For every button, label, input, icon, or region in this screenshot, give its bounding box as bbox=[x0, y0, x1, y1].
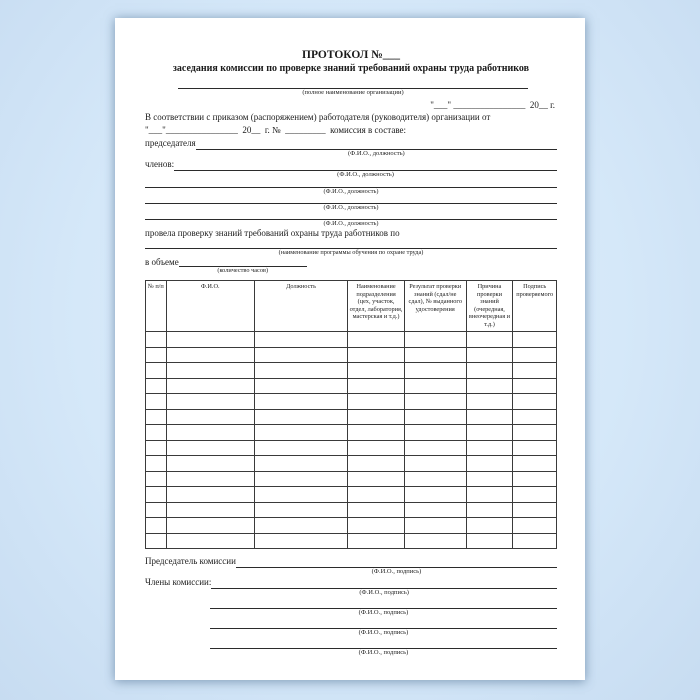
table-cell-empty bbox=[466, 363, 513, 379]
table-cell-empty bbox=[146, 332, 167, 348]
table-cell-empty bbox=[166, 378, 254, 394]
table-cell-empty bbox=[513, 394, 557, 410]
table-cell-empty bbox=[348, 394, 405, 410]
table-cell-empty bbox=[146, 378, 167, 394]
line-caption: (Ф.И.О., подпись) bbox=[358, 649, 409, 656]
table-cell-empty bbox=[166, 440, 254, 456]
table-cell-empty bbox=[513, 378, 557, 394]
table-cell-empty bbox=[466, 456, 513, 472]
table-header-cell: Ф.И.О. bbox=[166, 281, 254, 332]
footer-member-sign-line bbox=[211, 576, 557, 589]
table-row bbox=[146, 425, 557, 441]
table-cell-empty bbox=[254, 533, 347, 549]
table-cell-empty bbox=[404, 425, 466, 441]
table-cell-empty bbox=[146, 456, 167, 472]
table-cell-empty bbox=[466, 425, 513, 441]
table-cell-empty bbox=[513, 347, 557, 363]
table-cell-empty bbox=[166, 471, 254, 487]
table-cell-empty bbox=[146, 363, 167, 379]
extra-sign-lines bbox=[145, 597, 557, 657]
table-cell-empty bbox=[146, 394, 167, 410]
table-cell-empty bbox=[166, 456, 254, 472]
table-cell-empty bbox=[513, 440, 557, 456]
table-cell-empty bbox=[166, 425, 254, 441]
table-cell-empty bbox=[404, 533, 466, 549]
table-row bbox=[146, 487, 557, 503]
table-cell-empty bbox=[254, 456, 347, 472]
table-cell-empty bbox=[404, 332, 466, 348]
program-caption: (наименование программы обучения по охране труда) bbox=[278, 249, 424, 256]
blank-line bbox=[210, 637, 557, 649]
table-cell-empty bbox=[254, 518, 347, 534]
table-cell-empty bbox=[466, 440, 513, 456]
table-cell-empty bbox=[404, 471, 466, 487]
table-cell-empty bbox=[348, 363, 405, 379]
blank-line bbox=[145, 195, 557, 204]
table-cell-empty bbox=[146, 471, 167, 487]
line-caption: (Ф.И.О., должность) bbox=[323, 188, 379, 195]
table-cell-empty bbox=[146, 440, 167, 456]
members-row bbox=[145, 158, 557, 179]
table-cell-empty bbox=[166, 502, 254, 518]
footer-chairman-sign-line bbox=[236, 555, 557, 568]
table-cell-empty bbox=[166, 332, 254, 348]
footer-members-row bbox=[145, 576, 557, 597]
footer-chairman-row bbox=[145, 555, 557, 576]
table-cell-empty bbox=[466, 347, 513, 363]
volume-label: в объеме bbox=[145, 257, 179, 267]
org-name-block bbox=[178, 78, 528, 97]
table-row bbox=[146, 409, 557, 425]
member-fio-extra-row bbox=[145, 211, 557, 227]
table-cell-empty bbox=[466, 518, 513, 534]
table-cell-empty bbox=[404, 487, 466, 503]
table-cell-empty bbox=[466, 378, 513, 394]
table-cell-empty bbox=[404, 502, 466, 518]
table-cell-empty bbox=[404, 456, 466, 472]
chairman-row bbox=[145, 137, 557, 158]
table-cell-empty bbox=[254, 378, 347, 394]
table-cell-empty bbox=[466, 502, 513, 518]
table-cell-empty bbox=[166, 409, 254, 425]
table-cell-empty bbox=[166, 394, 254, 410]
table-cell-empty bbox=[166, 487, 254, 503]
table-cell-empty bbox=[348, 440, 405, 456]
table-cell-empty bbox=[513, 332, 557, 348]
extra-member-lines bbox=[145, 179, 557, 227]
table-cell-empty bbox=[166, 363, 254, 379]
table-row bbox=[146, 502, 557, 518]
member-fio-extra-row bbox=[145, 179, 557, 195]
table-cell-empty bbox=[254, 347, 347, 363]
table-cell-empty bbox=[513, 425, 557, 441]
table-cell-empty bbox=[513, 502, 557, 518]
blank-line bbox=[145, 179, 557, 188]
knowledge-check-table bbox=[145, 280, 557, 549]
conducted-text: провела проверку знаний требований охраны труда работников по bbox=[145, 228, 400, 238]
org-name-caption: (полное наименование организации) bbox=[302, 89, 404, 96]
footer-chairman-sign-caption: (Ф.И.О., подпись) bbox=[371, 568, 422, 575]
intro-paragraph bbox=[145, 111, 557, 137]
table-cell-empty bbox=[166, 533, 254, 549]
chairman-fio-caption: (Ф.И.О., должность) bbox=[347, 150, 405, 157]
date-blank-line: "___" ________________ 20__ г. bbox=[430, 100, 555, 110]
program-row bbox=[145, 240, 557, 256]
table-row bbox=[146, 440, 557, 456]
table-cell-empty bbox=[254, 332, 347, 348]
table-cell-empty bbox=[348, 409, 405, 425]
table-cell-empty bbox=[254, 502, 347, 518]
table-cell-empty bbox=[513, 518, 557, 534]
table-row bbox=[146, 347, 557, 363]
members-label: членов: bbox=[145, 159, 175, 169]
table-header-cell: Подпись проверяемого bbox=[513, 281, 557, 332]
line-caption: (Ф.И.О., подпись) bbox=[358, 629, 409, 636]
table-cell-empty bbox=[404, 518, 466, 534]
table-header-cell: Должность bbox=[254, 281, 347, 332]
table-cell-empty bbox=[146, 502, 167, 518]
table-cell-empty bbox=[513, 487, 557, 503]
table-cell-empty bbox=[513, 533, 557, 549]
table-header-row bbox=[146, 281, 557, 332]
table-cell-empty bbox=[146, 487, 167, 503]
table-cell-empty bbox=[404, 378, 466, 394]
table-cell-empty bbox=[404, 440, 466, 456]
org-name-blank-line bbox=[178, 78, 528, 89]
program-blank-line bbox=[145, 240, 557, 249]
table-cell-empty bbox=[146, 425, 167, 441]
table-cell-empty bbox=[254, 363, 347, 379]
table-cell-empty bbox=[348, 425, 405, 441]
blank-line bbox=[145, 211, 557, 220]
volume-row bbox=[145, 256, 557, 274]
table-cell-empty bbox=[146, 347, 167, 363]
line-caption: (Ф.И.О., должность) bbox=[323, 204, 379, 211]
table-cell-empty bbox=[348, 378, 405, 394]
line-caption: (Ф.И.О., должность) bbox=[323, 220, 379, 227]
table-cell-empty bbox=[404, 347, 466, 363]
table-row bbox=[146, 518, 557, 534]
table-cell-empty bbox=[513, 409, 557, 425]
table-cell-empty bbox=[466, 332, 513, 348]
member-sign-extra-row bbox=[210, 637, 557, 657]
table-cell-empty bbox=[513, 363, 557, 379]
table-row bbox=[146, 533, 557, 549]
table-cell-empty bbox=[348, 471, 405, 487]
table-cell-empty bbox=[348, 347, 405, 363]
document-subtitle: заседания комиссии по проверке знаний требований охраны труда работников bbox=[172, 63, 530, 74]
table-row bbox=[146, 332, 557, 348]
chairman-label: председателя bbox=[145, 138, 196, 148]
blank-line bbox=[210, 617, 557, 629]
blank-line bbox=[210, 597, 557, 609]
intro-line-2: "___"________________ 20__ г. № _________ комиссия в составе: bbox=[145, 125, 407, 135]
table-row bbox=[146, 394, 557, 410]
document-content bbox=[115, 18, 585, 657]
table-cell-empty bbox=[146, 518, 167, 534]
table-cell-empty bbox=[466, 533, 513, 549]
table-cell-empty bbox=[466, 409, 513, 425]
table-cell-empty bbox=[146, 409, 167, 425]
table-cell-empty bbox=[348, 518, 405, 534]
table-header-cell: Результат проверки знаний (сдал/не сдал), № выданного удостоверения bbox=[404, 281, 466, 332]
table-cell-empty bbox=[254, 394, 347, 410]
member-sign-extra-row bbox=[210, 617, 557, 637]
table-row bbox=[146, 471, 557, 487]
document-title: ПРОТОКОЛ №___ bbox=[302, 49, 400, 61]
table-cell-empty bbox=[146, 533, 167, 549]
signatures-footer bbox=[145, 555, 557, 657]
table-row bbox=[146, 378, 557, 394]
table-cell-empty bbox=[404, 394, 466, 410]
table-cell-empty bbox=[466, 394, 513, 410]
chairman-fio-blank-line bbox=[196, 137, 557, 150]
table-cell-empty bbox=[254, 425, 347, 441]
table-row bbox=[146, 363, 557, 379]
table-header-cell: Наименование подразделения (цех, участок, отдел, лаборатория, мастерская и т.д.) bbox=[348, 281, 405, 332]
table-cell-empty bbox=[348, 502, 405, 518]
table-cell-empty bbox=[404, 363, 466, 379]
hours-caption: (количество часов) bbox=[217, 267, 269, 274]
table-cell-empty bbox=[466, 487, 513, 503]
member-fio-caption: (Ф.И.О., должность) bbox=[337, 171, 394, 178]
table-header-cell: Причина проверки знаний (очередная, внеочередная и т.д.) bbox=[466, 281, 513, 332]
footer-chairman-label: Председатель комиссии bbox=[145, 556, 236, 566]
table-cell-empty bbox=[166, 518, 254, 534]
table-cell-empty bbox=[348, 456, 405, 472]
table-cell-empty bbox=[404, 409, 466, 425]
table-cell-empty bbox=[466, 471, 513, 487]
table-cell-empty bbox=[513, 456, 557, 472]
member-fio-blank-line bbox=[174, 158, 557, 171]
table-row bbox=[146, 456, 557, 472]
table-header-cell: № п/п bbox=[146, 281, 167, 332]
table-cell-empty bbox=[348, 332, 405, 348]
intro-line-1: В соответствии с приказом (распоряжением) работодателя (руководителя) организации от bbox=[145, 112, 491, 122]
footer-members-label: Члены комиссии: bbox=[145, 577, 212, 587]
table-cell-empty bbox=[254, 409, 347, 425]
table-cell-empty bbox=[254, 487, 347, 503]
line-caption: (Ф.И.О., подпись) bbox=[358, 609, 409, 616]
member-fio-extra-row bbox=[145, 195, 557, 211]
table-cell-empty bbox=[513, 471, 557, 487]
table-cell-empty bbox=[254, 440, 347, 456]
table-cell-empty bbox=[254, 471, 347, 487]
table-cell-empty bbox=[166, 347, 254, 363]
table-cell-empty bbox=[348, 487, 405, 503]
hours-blank-line bbox=[179, 256, 307, 267]
table-cell-empty bbox=[348, 533, 405, 549]
document-page bbox=[115, 18, 585, 680]
member-sign-extra-row bbox=[210, 597, 557, 617]
footer-member-sign-caption: (Ф.И.О., подпись) bbox=[359, 589, 409, 596]
